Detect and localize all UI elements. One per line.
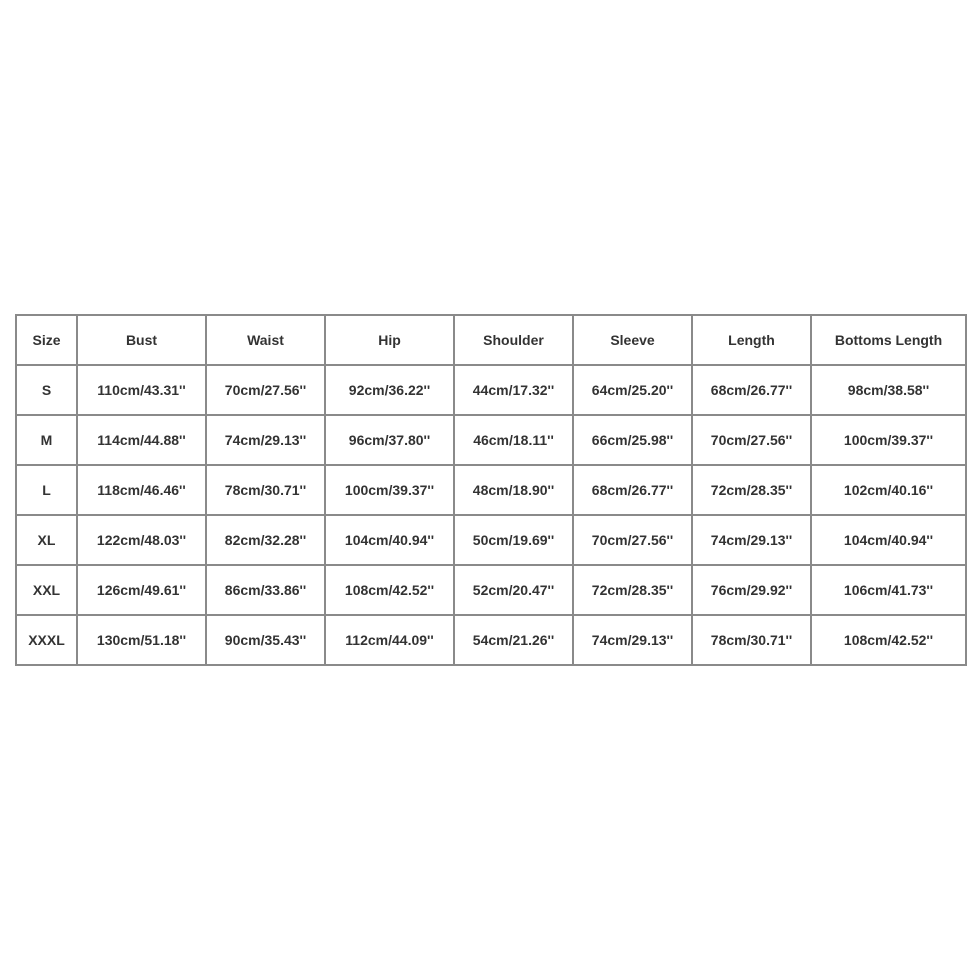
table-cell: 74cm/29.13'' [692, 515, 811, 565]
table-cell: 86cm/33.86'' [206, 565, 325, 615]
table-row [16, 365, 966, 415]
table-cell: 106cm/41.73'' [811, 565, 966, 615]
header-waist: Waist [206, 315, 325, 365]
table-cell: 104cm/40.94'' [811, 515, 966, 565]
table-cell: 70cm/27.56'' [573, 515, 692, 565]
table-row [16, 615, 966, 665]
table-cell: 44cm/17.32'' [454, 365, 573, 415]
table-cell: 50cm/19.69'' [454, 515, 573, 565]
table-row [16, 415, 966, 465]
table-cell: 104cm/40.94'' [325, 515, 454, 565]
header-bust: Bust [77, 315, 206, 365]
table-cell: XL [16, 515, 77, 565]
table-cell: 108cm/42.52'' [811, 615, 966, 665]
size-chart-table [15, 314, 967, 666]
table-cell: 46cm/18.11'' [454, 415, 573, 465]
table-cell: 100cm/39.37'' [811, 415, 966, 465]
table-cell: 90cm/35.43'' [206, 615, 325, 665]
header-sleeve: Sleeve [573, 315, 692, 365]
table-cell: 130cm/51.18'' [77, 615, 206, 665]
table-cell: 92cm/36.22'' [325, 365, 454, 415]
table-cell: 68cm/26.77'' [573, 465, 692, 515]
table-cell: 118cm/46.46'' [77, 465, 206, 515]
table-cell: 76cm/29.92'' [692, 565, 811, 615]
header-bottoms-length: Bottoms Length [811, 315, 966, 365]
table-cell: 74cm/29.13'' [206, 415, 325, 465]
table-cell: 48cm/18.90'' [454, 465, 573, 515]
table-cell: 68cm/26.77'' [692, 365, 811, 415]
header-hip: Hip [325, 315, 454, 365]
table-cell: 66cm/25.98'' [573, 415, 692, 465]
table-cell: 122cm/48.03'' [77, 515, 206, 565]
table-row [16, 565, 966, 615]
table-cell: 102cm/40.16'' [811, 465, 966, 515]
table-cell: 64cm/25.20'' [573, 365, 692, 415]
table-cell: 54cm/21.26'' [454, 615, 573, 665]
table-cell: XXL [16, 565, 77, 615]
header-shoulder: Shoulder [454, 315, 573, 365]
table-cell: 70cm/27.56'' [206, 365, 325, 415]
table-cell: M [16, 415, 77, 465]
table-cell: 78cm/30.71'' [692, 615, 811, 665]
table-cell: 82cm/32.28'' [206, 515, 325, 565]
table-cell: S [16, 365, 77, 415]
table-cell: 112cm/44.09'' [325, 615, 454, 665]
table-cell: 52cm/20.47'' [454, 565, 573, 615]
table-cell: XXXL [16, 615, 77, 665]
table-header-row [16, 315, 966, 365]
table-cell: 78cm/30.71'' [206, 465, 325, 515]
table-row [16, 465, 966, 515]
table-cell: 114cm/44.88'' [77, 415, 206, 465]
table-row [16, 515, 966, 565]
table-cell: 70cm/27.56'' [692, 415, 811, 465]
table-cell: 126cm/49.61'' [77, 565, 206, 615]
table-cell: 74cm/29.13'' [573, 615, 692, 665]
table-cell: 108cm/42.52'' [325, 565, 454, 615]
table-cell: 98cm/38.58'' [811, 365, 966, 415]
table-cell: 100cm/39.37'' [325, 465, 454, 515]
table-cell: L [16, 465, 77, 515]
header-length: Length [692, 315, 811, 365]
header-size: Size [16, 315, 77, 365]
table-cell: 72cm/28.35'' [692, 465, 811, 515]
table-cell: 110cm/43.31'' [77, 365, 206, 415]
table-cell: 72cm/28.35'' [573, 565, 692, 615]
table-cell: 96cm/37.80'' [325, 415, 454, 465]
